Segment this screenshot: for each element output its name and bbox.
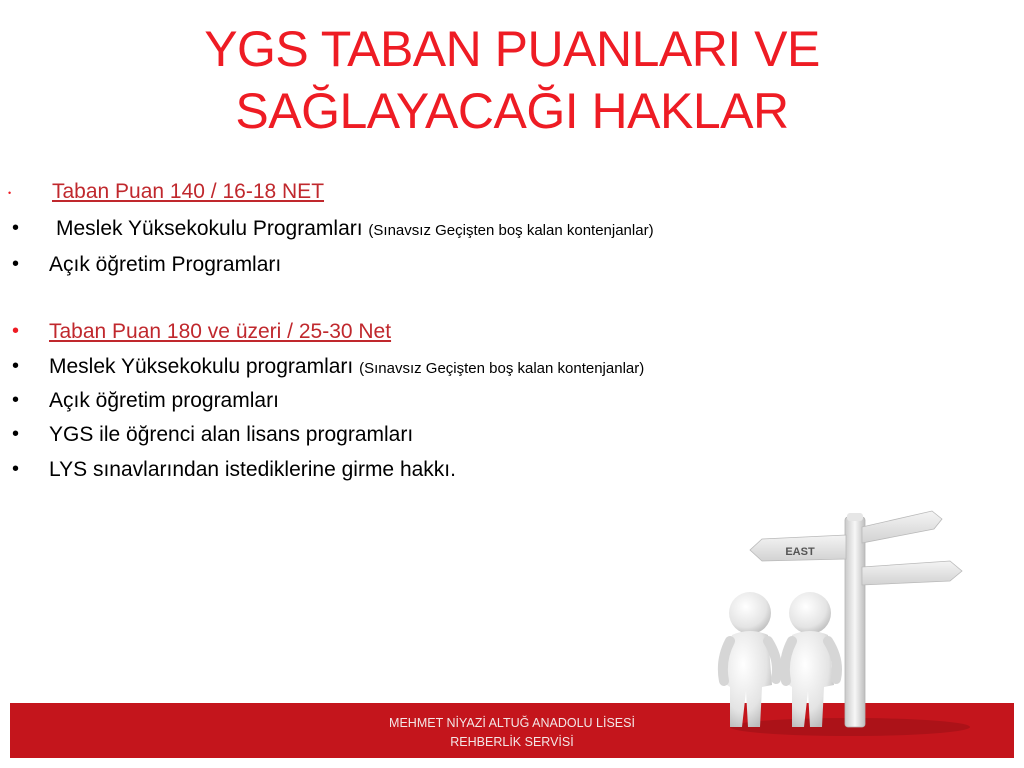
- slide-title: [0, 18, 1024, 142]
- person-figure-icon: [785, 592, 837, 727]
- list-item-note: (Sınavsız Geçişten boş kalan kontenjanlar): [359, 360, 645, 377]
- footer-line-1: MEHMET NİYAZİ ALTUĞ ANADOLU LİSESİ: [389, 716, 635, 730]
- title-line-1: YGS TABAN PUANLARI VE: [204, 21, 820, 77]
- list-item-main: Meslek Yüksekokulu programları: [49, 355, 354, 378]
- signpost-icon: [750, 511, 962, 727]
- bullet-marker: •: [12, 355, 20, 377]
- list-item-main: Meslek Yüksekokulu Programları: [56, 217, 363, 240]
- list-item-main: Açık öğretim Programları: [49, 253, 282, 276]
- list-item-text: [49, 355, 644, 379]
- footer-line-2: REHBERLİK SERVİSİ: [450, 735, 574, 749]
- list-item-text: [56, 217, 654, 241]
- title-line-2: SAĞLAYACAĞI HAKLAR: [235, 83, 789, 139]
- bullet-marker: •: [12, 320, 20, 342]
- bullet-marker: •: [8, 188, 12, 198]
- person-figure-icon: [723, 592, 777, 727]
- bullet-marker: •: [12, 423, 20, 445]
- section-2-heading[interactable]: Taban Puan 180 ve üzeri / 25-30 Net: [49, 320, 392, 343]
- section-1-heading[interactable]: Taban Puan 140 / 16-18 NET: [52, 180, 325, 203]
- signpost-illustration: [700, 495, 1024, 740]
- bullet-marker: •: [12, 217, 20, 239]
- bullet-marker: •: [12, 389, 20, 411]
- list-item-main: Açık öğretim programları: [49, 389, 279, 412]
- sign-label: EAST: [785, 546, 815, 558]
- list-item-note: (Sınavsız Geçişten boş kalan kontenjanlar): [368, 222, 654, 239]
- bullet-marker: •: [12, 253, 20, 275]
- list-item-main: YGS ile öğrenci alan lisans programları: [49, 423, 414, 446]
- bullet-marker: •: [12, 458, 20, 480]
- list-item-main: LYS sınavlarından istediklerine girme hakkı.: [49, 458, 456, 481]
